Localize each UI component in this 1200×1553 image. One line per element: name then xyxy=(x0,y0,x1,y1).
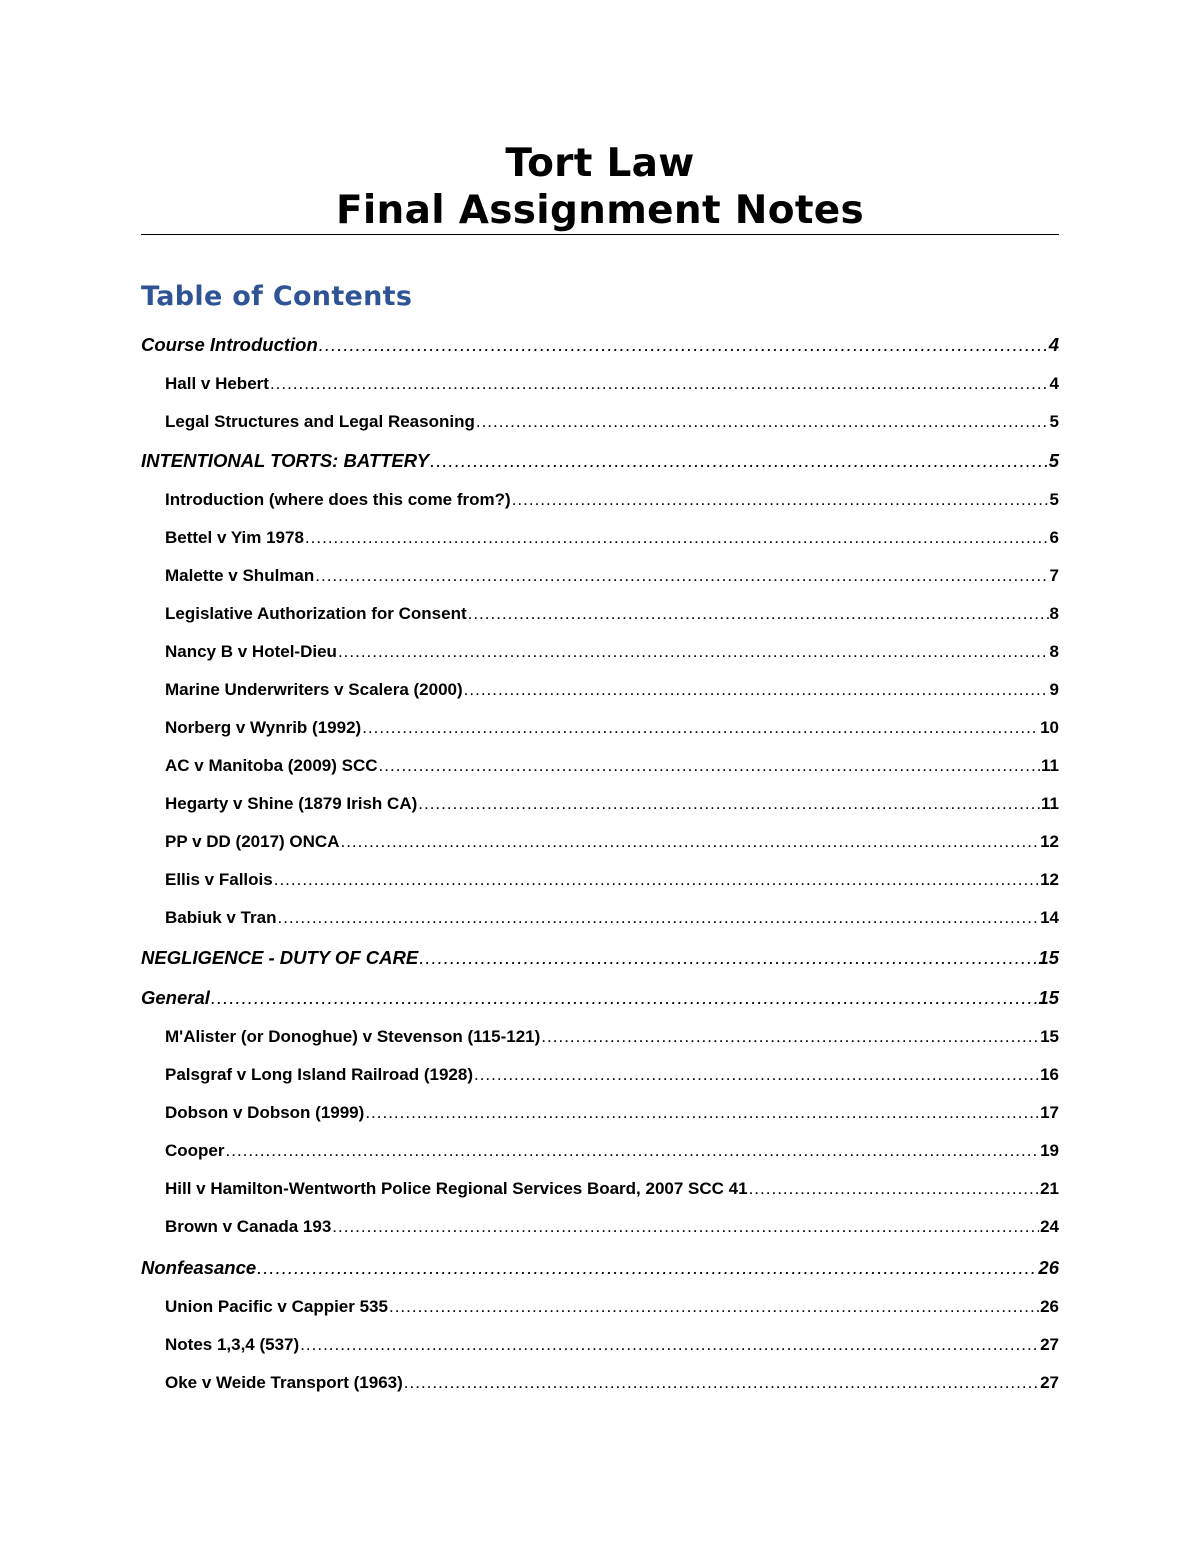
toc-entry[interactable] xyxy=(141,987,1059,1017)
toc-entry-page-number: 27 xyxy=(1040,1335,1059,1354)
toc-entry-label: Union Pacific v Cappier 535 xyxy=(165,1297,388,1316)
toc-entry-page-number: 21 xyxy=(1040,1179,1059,1198)
toc-entry-page-number: 15 xyxy=(1040,1027,1059,1046)
toc-entry-label: Oke v Weide Transport (1963) xyxy=(165,1373,403,1392)
title-line-1: Tort Law xyxy=(505,141,695,186)
toc-entry[interactable] xyxy=(141,642,1059,672)
toc-dot-leader xyxy=(419,947,1037,969)
toc-entry-page-number: 4 xyxy=(1049,374,1059,393)
toc-dot-leader xyxy=(464,680,1049,700)
toc-entry-page-number: 8 xyxy=(1049,604,1059,623)
toc-entry-page-number: 11 xyxy=(1041,756,1059,775)
toc-entry-label: Legislative Authorization for Consent xyxy=(165,604,467,623)
toc-entry[interactable] xyxy=(141,947,1059,977)
toc-entry-label: M'Alister (or Donoghue) v Stevenson (115-121) xyxy=(165,1027,541,1046)
toc-dot-leader xyxy=(340,832,1039,852)
toc-entry-label: Hill v Hamilton-Wentworth Police Regional Services Board, 2007 SCC 41 xyxy=(165,1179,748,1198)
toc-dot-leader xyxy=(274,870,1039,890)
toc-entry[interactable] xyxy=(141,450,1059,480)
toc-dot-leader xyxy=(338,642,1049,662)
toc-dot-leader xyxy=(332,1217,1039,1237)
toc-entry-label: Hall v Hebert xyxy=(165,374,269,393)
toc-entry-label: Ellis v Fallois xyxy=(165,870,273,889)
toc-dot-leader xyxy=(474,1065,1039,1085)
toc-entry[interactable] xyxy=(141,528,1059,558)
toc-dot-leader xyxy=(270,374,1049,394)
toc-entry-page-number: 5 xyxy=(1049,412,1059,431)
toc-entry-page-number: 26 xyxy=(1040,1297,1059,1316)
document-title xyxy=(141,140,1059,234)
toc-entry[interactable] xyxy=(141,1257,1059,1287)
toc-dot-leader xyxy=(257,1257,1037,1279)
toc-entry[interactable] xyxy=(141,1373,1059,1403)
toc-dot-leader xyxy=(404,1373,1039,1393)
toc-dot-leader xyxy=(749,1179,1040,1199)
toc-dot-leader xyxy=(211,987,1038,1009)
toc-entry[interactable] xyxy=(141,1179,1059,1209)
toc-entry[interactable] xyxy=(141,1141,1059,1171)
toc-entry[interactable] xyxy=(141,756,1059,786)
toc-entry-label: Palsgraf v Long Island Railroad (1928) xyxy=(165,1065,473,1084)
toc-entry-page-number: 15 xyxy=(1038,987,1059,1008)
toc-entry-page-number: 5 xyxy=(1049,490,1059,509)
toc-dot-leader xyxy=(541,1027,1039,1047)
toc-entry-label: Brown v Canada 193 xyxy=(165,1217,332,1236)
toc-dot-leader xyxy=(277,908,1039,928)
toc-entry[interactable] xyxy=(141,680,1059,710)
toc-entry[interactable] xyxy=(141,334,1059,364)
toc-entry[interactable] xyxy=(141,566,1059,596)
toc-entry[interactable] xyxy=(141,490,1059,520)
toc-entry-label: Nancy B v Hotel-Dieu xyxy=(165,642,337,661)
toc-entry-label: AC v Manitoba (2009) SCC xyxy=(165,756,378,775)
toc-entry-label: Babiuk v Tran xyxy=(165,908,277,927)
toc-entry-page-number: 6 xyxy=(1049,528,1059,547)
toc-entry-label: Cooper xyxy=(165,1141,225,1160)
toc-dot-leader xyxy=(476,412,1049,432)
toc-entry-label: Notes 1,3,4 (537) xyxy=(165,1335,300,1354)
toc-entry-label: Course Introduction xyxy=(141,334,318,355)
toc-entry-label: Bettel v Yim 1978 xyxy=(165,528,304,547)
toc-entry-label: Marine Underwriters v Scalera (2000) xyxy=(165,680,463,699)
toc-heading: Table of Contents xyxy=(141,281,413,312)
toc-entry-page-number: 26 xyxy=(1038,1257,1059,1278)
toc-dot-leader xyxy=(418,794,1040,814)
toc-entry[interactable] xyxy=(141,1027,1059,1057)
toc-entry-label: Hegarty v Shine (1879 Irish CA) xyxy=(165,794,418,813)
toc-entry[interactable] xyxy=(141,1297,1059,1327)
title-divider xyxy=(141,234,1059,235)
toc-entry-label: Nonfeasance xyxy=(141,1257,257,1278)
toc-entry-page-number: 17 xyxy=(1040,1103,1059,1122)
title-line-2: Final Assignment Notes xyxy=(335,188,865,233)
toc-entry[interactable] xyxy=(141,412,1059,442)
toc-entry-page-number: 19 xyxy=(1040,1141,1059,1160)
toc-dot-leader xyxy=(319,334,1048,356)
toc-dot-leader xyxy=(362,718,1039,738)
toc-entry[interactable] xyxy=(141,870,1059,900)
toc-entry-label: Introduction (where does this come from?) xyxy=(165,490,511,509)
toc-entry-page-number: 12 xyxy=(1040,832,1059,851)
toc-dot-leader xyxy=(389,1297,1039,1317)
toc-dot-leader xyxy=(226,1141,1040,1161)
toc-entry-label: Dobson v Dobson (1999) xyxy=(165,1103,365,1122)
toc-entry[interactable] xyxy=(141,718,1059,748)
toc-entry-label: NEGLIGENCE - DUTY OF CARE xyxy=(141,947,419,968)
toc-entry-page-number: 8 xyxy=(1049,642,1059,661)
toc-entry[interactable] xyxy=(141,1103,1059,1133)
toc-dot-leader xyxy=(468,604,1049,624)
toc-dot-leader xyxy=(300,1335,1039,1355)
toc-entry-page-number: 24 xyxy=(1040,1217,1059,1236)
toc-entry-label: General xyxy=(141,987,210,1008)
toc-dot-leader xyxy=(315,566,1048,586)
toc-dot-leader xyxy=(379,756,1040,776)
toc-entry-page-number: 7 xyxy=(1049,566,1059,585)
toc-entry[interactable] xyxy=(141,794,1059,824)
toc-entry[interactable] xyxy=(141,604,1059,634)
toc-entry-page-number: 27 xyxy=(1040,1373,1059,1392)
toc-entry-page-number: 4 xyxy=(1048,334,1059,355)
toc-entry-page-number: 5 xyxy=(1048,450,1059,471)
toc-entry-label: Legal Structures and Legal Reasoning xyxy=(165,412,475,431)
toc-entry-page-number: 15 xyxy=(1038,947,1059,968)
toc-entry-page-number: 12 xyxy=(1040,870,1059,889)
toc-entry-label: Norberg v Wynrib (1992) xyxy=(165,718,362,737)
toc-dot-leader xyxy=(512,490,1049,510)
toc-entry-page-number: 16 xyxy=(1040,1065,1059,1084)
toc-dot-leader xyxy=(305,528,1049,548)
toc-entry-page-number: 10 xyxy=(1040,718,1059,737)
toc-entry[interactable] xyxy=(141,374,1059,404)
toc-entry[interactable] xyxy=(141,832,1059,862)
toc-dot-leader xyxy=(430,450,1048,472)
toc-entry[interactable] xyxy=(141,1065,1059,1095)
toc-entry[interactable] xyxy=(141,1335,1059,1365)
toc-entry-page-number: 11 xyxy=(1041,794,1059,813)
toc-entry-page-number: 14 xyxy=(1040,908,1059,927)
toc-entry-page-number: 9 xyxy=(1049,680,1059,699)
toc-entry[interactable] xyxy=(141,1217,1059,1247)
toc-entry-label: PP v DD (2017) ONCA xyxy=(165,832,340,851)
toc-entry-label: INTENTIONAL TORTS: BATTERY xyxy=(141,450,430,471)
toc-entry-label: Malette v Shulman xyxy=(165,566,315,585)
toc-dot-leader xyxy=(365,1103,1039,1123)
toc-entry[interactable] xyxy=(141,908,1059,938)
